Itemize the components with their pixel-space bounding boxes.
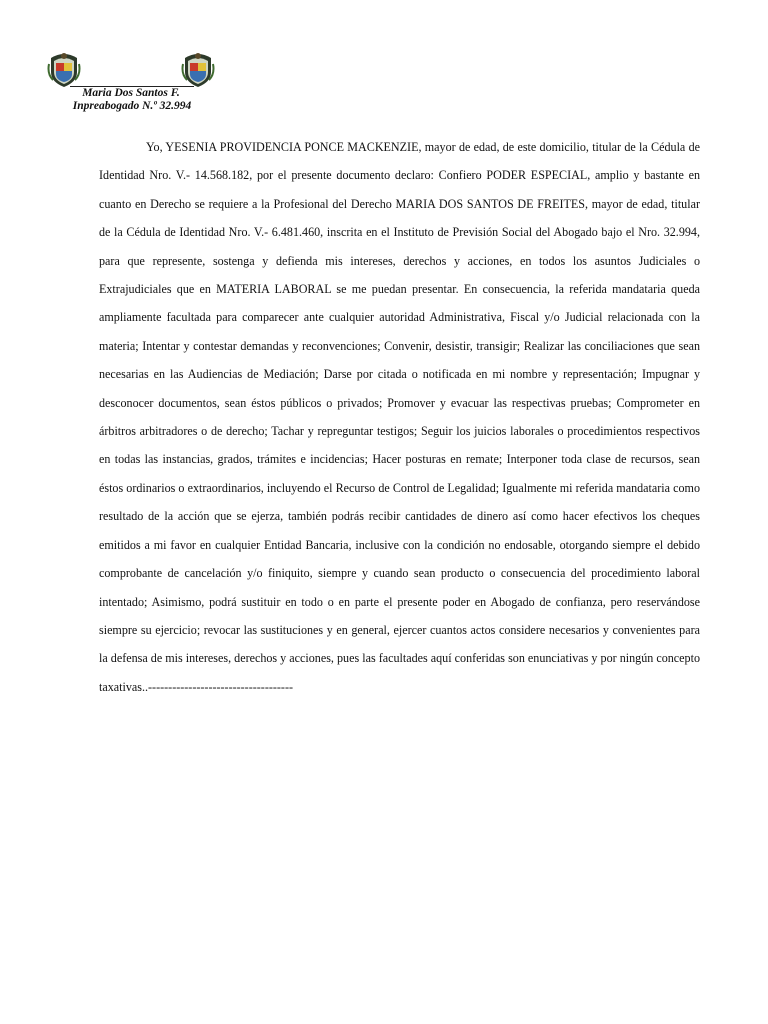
coat-of-arms-icon <box>47 50 81 88</box>
coat-of-arms-icon <box>181 50 215 88</box>
lawyer-name: Maria Dos Santos F. <box>82 87 180 99</box>
lawyer-registration: Inpreabogado N.º 32.994 <box>72 100 192 112</box>
power-of-attorney-text: Yo, YESENIA PROVIDENCIA PONCE MACKENZIE, mayor de edad, de este domicilio, titular de la Cédula de Identidad Nro. V.- 14.568.182, por el presente documento declaro: Confiero PODER ESPECIAL, amplio y bastante en cuanto en Derecho se requiere a la Profesional del Derecho MARIA DOS SANTOS DE FREITES, mayor de edad, titular de la Cédula de Identidad Nro. V.- 6.481.460, inscrita en el Instituto de Previsión Social del Abogado bajo el Nro. 32.994, para que represente, sostenga y defienda mis intereses, derechos y acciones, en todos los asuntos Judiciales o Extrajudiciales que en MATERIA LABORAL se me puedan presentar. En consecuencia, la referida mandataria queda ampliamente facultada para comparecer ante cualquier autoridad Administrativa, Fiscal y/o Judicial relacionada con la materia; Intentar y contestar demandas y reconvenciones; Convenir, desistir, transigir; Realizar las conciliaciones que sean necesarias en las Audiencias de Mediación; Darse por citada o notificada en mi nombre y representación; Impugnar y desconocer documentos, sean éstos públicos o privados; Promover y evacuar las respectivas pruebas; Comprometer en árbitros arbitradores o de derecho; Tachar y repreguntar testigos; Seguir los juicios laborales o procedimientos respectivos en todas las instancias, grados, trámites e incidencias; Hacer posturas en remate; Interponer toda clase de recursos, sean éstos ordinarios o extraordinarios, incluyendo el Recurso de Control de Legalidad; Igualmente mi referida mandataria como resultado de la acción que se ejerza, también podrás recibir cantidades de dinero así como hacer efectivos los cheques emitidos a mi favor en cualquier Entidad Bancaria, inclusive con la condición no endosable, otorgando siempre el debido comprobante de cancelación y/o finiquito, siempre y cuando sean producto o consecuencia del procedimiento laboral intentado; Asimismo, podrá sustituir en todo o en parte el presente poder en Abogado de confianza, pero reservándose siempre su ejercicio; revocar las sustituciones y en general, ejercer cuantos actos considere necesarios y convenientes para la defensa de mis intereses, derechos y acciones, pues las facultades aquí conferidas son enunciativas y por ningún concepto taxativas..------------------------------------ <box>99 140 700 694</box>
